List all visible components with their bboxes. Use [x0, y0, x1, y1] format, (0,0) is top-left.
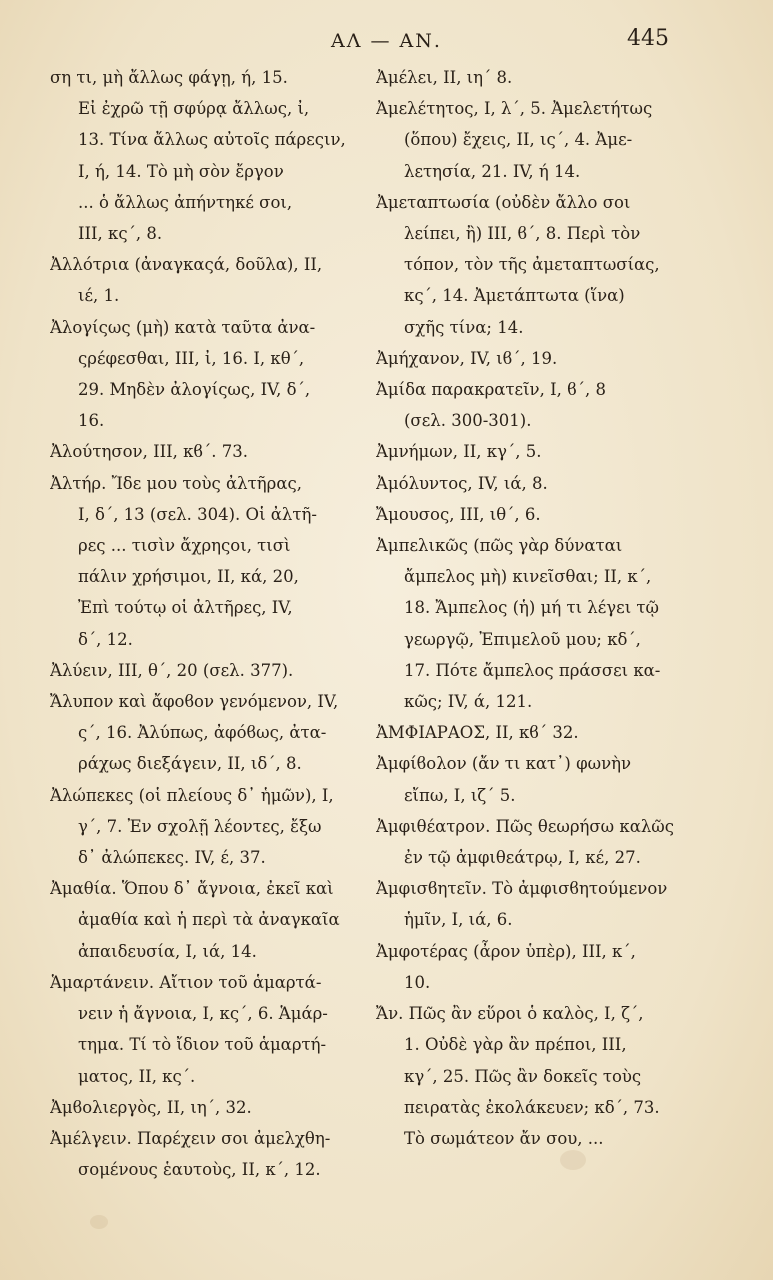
index-entry-line: ... ὁ ἄλλως ἀπήντηκέ σοι,	[78, 192, 293, 212]
index-entry-line: Ἄμουσος, ΙΙΙ, ιθ΄, 6.	[376, 504, 541, 524]
index-entry-line: ράχως διεξάγειν, ΙΙ, ιδ΄, 8.	[78, 754, 302, 774]
index-entry-line: κς΄, 14. Ἀμετάπτωτα (ἵνα)	[404, 286, 625, 306]
index-entry	[376, 873, 676, 935]
index-entry-line: δ΄, 12.	[78, 629, 133, 649]
index-entry-line: σχῆς τίνα; 14.	[404, 317, 524, 337]
index-entry-line: 10.	[404, 972, 431, 992]
index-entry-line: Ἀμέλει, ΙΙ, ιη΄ 8.	[376, 68, 513, 87]
index-entry	[376, 530, 676, 717]
index-entry-line: νειν ἡ ἄγνοια, Ι, κς΄, 6. Ἁμάρ-	[78, 1004, 328, 1024]
index-column-left	[50, 62, 350, 1185]
index-entry-line: δ᾽ ἀλώπεκες. ΙV, έ, 37.	[78, 848, 266, 868]
index-entry-line: 17. Πότε ἄμπελος πράσσει κα-	[404, 660, 661, 680]
index-entry-line: Ἀμφοτέρας (ἆρον ὑπὲρ), ΙΙΙ, κ΄,	[376, 941, 636, 961]
index-entry-line: ἡμῖν, Ι, ιά, 6.	[404, 910, 513, 930]
index-entry	[376, 468, 676, 499]
index-entry-line: ΙΙΙ, κς΄, 8.	[78, 224, 163, 244]
index-entry	[376, 811, 676, 873]
index-entry	[50, 967, 350, 1092]
index-entry-line: Ἀμεταπτωσία (οὐδὲν ἄλλο σοι	[376, 192, 631, 212]
index-entry-line: ἄμπελος μὴ) κινεῖσθαι; ΙΙ, κ΄,	[404, 567, 652, 587]
index-entry-line: ἐν τῷ ἀμφιθεάτρῳ, Ι, κέ, 27.	[404, 848, 641, 868]
index-entry-line: Ἀμήχανον, ΙV, ιϐ΄, 19.	[376, 348, 558, 368]
index-entry-line: Ἀμϐολιεργὸς, ΙΙ, ιη΄, 32.	[50, 1097, 252, 1117]
index-entry	[376, 343, 676, 374]
index-entry-line: Ἀμφίϐολον (ἄν τι κατ᾽) φωνὴν	[376, 754, 632, 774]
index-entry-line: σομένους ἑαυτοὺς, ΙΙ, κ΄, 12.	[78, 1160, 321, 1180]
index-entry	[376, 936, 676, 998]
index-entry-line: λείπει, ἢ) ΙΙΙ, ϐ΄, 8. Περὶ τὸν	[404, 224, 641, 244]
index-entry-line: 13. Τίνα ἄλλως αὐτοῖς πάρεςιν,	[78, 130, 346, 150]
index-entry-line: Ι, δ΄, 13 (σελ. 304). Οἱ ἀλτῆ-	[78, 504, 317, 524]
index-entry-line: πειρατὰς ἐκολάκευεν; κδ΄, 73.	[404, 1097, 660, 1117]
index-entry-line: Ἀλτήρ. Ἴδε μου τοὺς ἀλτῆρας,	[50, 473, 302, 493]
index-entry-line: ιέ, 1.	[78, 286, 120, 306]
index-entry-line: 29. Μηδὲν ἀλογίςως, ΙV, δ΄,	[78, 380, 311, 400]
index-entry	[50, 249, 350, 311]
index-entry-line: εἴπω, Ι, ιζ΄ 5.	[404, 785, 516, 805]
index-entry-line: πάλιν χρήσιμοι, ΙΙ, κά, 20,	[78, 567, 299, 587]
index-entry-line: Ἀμπελικῶς (πῶς γὰρ δύναται	[376, 536, 623, 556]
index-entry-line: Ἀμφιθέατρον. Πῶς θεωρήσω καλῶς	[376, 816, 674, 836]
index-entry-line: Ἄν. Πῶς ἂν εὕροι ὁ καλὸς, Ι, ζ΄,	[376, 1004, 644, 1024]
index-entry-line: (σελ. 300-301).	[404, 411, 532, 431]
index-entry-line: Ι, ή, 14. Τὸ μὴ σὸν ἔργον	[78, 161, 284, 181]
index-entry-line: (ὅπου) ἔχεις, ΙΙ, ις΄, 4. Ἀμε-	[404, 130, 633, 150]
index-entry-line: ρες ... τισὶν ἄχρηςοι, τισὶ	[78, 536, 291, 556]
index-entry-line: τόπον, τὸν τῆς ἀμεταπτωσίας,	[404, 255, 660, 275]
index-entry-line: Ἀλύειν, ΙΙΙ, θ΄, 20 (σελ. 377).	[50, 660, 294, 680]
index-entry	[50, 780, 350, 874]
index-entry-line: ς΄, 16. Ἀλύπως, ἀφόϐως, ἀτα-	[78, 723, 327, 743]
index-entry	[376, 187, 676, 343]
index-entry-line: Ἀλώπεκες (οἱ πλείους δ᾽ ἡμῶν), Ι,	[50, 785, 334, 805]
index-entry-line: Ἀμνήμων, ΙΙ, κγ΄, 5.	[376, 442, 542, 462]
index-entry-line: Ἀλούτησον, ΙΙΙ, κϐ΄. 73.	[50, 442, 249, 462]
index-entry	[50, 468, 350, 655]
index-entry-line: Ἀμφισϐητεῖν. Τὸ ἀμφισϐητούμενον	[376, 879, 668, 899]
index-entry	[50, 312, 350, 437]
index-entry-line: γεωργῷ, Ἐπιμελοῦ μου; κδ΄,	[404, 629, 641, 649]
index-entry-line: ση τι, μὴ ἄλλως φάγῃ, ή, 15.	[50, 68, 288, 87]
page-number: 445	[627, 26, 669, 51]
index-entry-line: γ΄, 7. Ἐν σχολῇ λέοντες, ἔξω	[78, 816, 322, 836]
index-entry-line: κῶς; ΙV, ά, 121.	[404, 692, 533, 712]
index-entry	[376, 436, 676, 467]
index-entry-line: ςρέφεσθαι, ΙΙΙ, ἰ, 16. Ι, κθ΄,	[78, 348, 305, 368]
index-entry	[376, 499, 676, 530]
index-entry-line: 1. Οὐδὲ γὰρ ἂν πρέποι, ΙΙΙ,	[404, 1035, 627, 1055]
index-entry	[376, 717, 676, 748]
index-entry-line: 16.	[78, 411, 105, 431]
index-entry-line: Ἀμαθία. Ὅπου δ᾽ ἄγνοια, ἐκεῖ καὶ	[50, 879, 334, 899]
index-entry	[50, 686, 350, 780]
index-entry-line: Ἀμόλυντος, ΙV, ιά, 8.	[376, 473, 548, 493]
index-entry-line: Ἀλογίςως (μὴ) κατὰ ταῦτα ἀνα-	[50, 317, 316, 337]
index-entry	[376, 93, 676, 187]
index-entry-line: 18. Ἄμπελος (ἡ) μή τι λέγει τῷ	[404, 598, 660, 618]
index-entry-line: Ἀλλότρια (ἀναγκαςά, δοῦλα), ΙΙ,	[50, 255, 323, 275]
index-entry-line: Ἀμελέτητος, Ι, λ΄, 5. Ἀμελετήτως	[376, 99, 653, 119]
index-entry-line: Ἐπὶ τούτῳ οἱ ἀλτῆρες, ΙV,	[78, 598, 293, 618]
index-entry-line: ματος, ΙΙ, κς΄.	[78, 1066, 196, 1086]
index-entry-line: Ἀμέλγειν. Παρέχειν σοι ἀμελχθη-	[50, 1128, 331, 1148]
index-entry-line: λετησία, 21. ΙV, ή 14.	[404, 161, 581, 181]
index-entry	[50, 436, 350, 467]
index-entry	[376, 998, 676, 1154]
running-head: ΑΛ — ΑΝ.	[331, 30, 442, 52]
index-entry-line: Τὸ σωμάτεον ἄν σου, ...	[404, 1128, 604, 1148]
index-entry-line: κγ΄, 25. Πῶς ἂν δοκεῖς τοὺς	[404, 1066, 642, 1086]
index-entry	[50, 1123, 350, 1185]
index-entry-line: Εἰ ἐχρῶ τῇ σφύρᾳ ἄλλως, ἰ,	[78, 99, 310, 119]
index-entry-line: Ἁμαρτάνειν. Αἴτιον τοῦ ἁμαρτά-	[50, 972, 322, 992]
index-entry-line: Ἀμίδα παρακρατεῖν, Ι, ϐ΄, 8	[376, 380, 606, 400]
index-entry	[50, 1092, 350, 1123]
index-entry	[50, 873, 350, 967]
index-entry	[376, 62, 676, 93]
index-entry	[376, 748, 676, 810]
index-entry	[50, 62, 350, 249]
index-entry	[376, 374, 676, 436]
index-entry-line: τημα. Τί τὸ ἴδιον τοῦ ἁμαρτή-	[78, 1035, 327, 1055]
index-entry-line: ἀμαθία καὶ ἡ περὶ τὰ ἀναγκαῖα	[78, 910, 340, 930]
index-column-right	[376, 62, 676, 1154]
index-entry-line: Ἄλυπον καὶ ἄφοϐον γενόμενον, ΙV,	[50, 692, 339, 712]
paper-stain	[90, 1215, 108, 1229]
index-entry-line: ἈΜΦΙΑΡΑΟΣ, ΙΙ, κϐ΄ 32.	[376, 723, 579, 743]
index-entry	[50, 655, 350, 686]
index-entry-line: ἀπαιδευσία, Ι, ιά, 14.	[78, 941, 257, 961]
